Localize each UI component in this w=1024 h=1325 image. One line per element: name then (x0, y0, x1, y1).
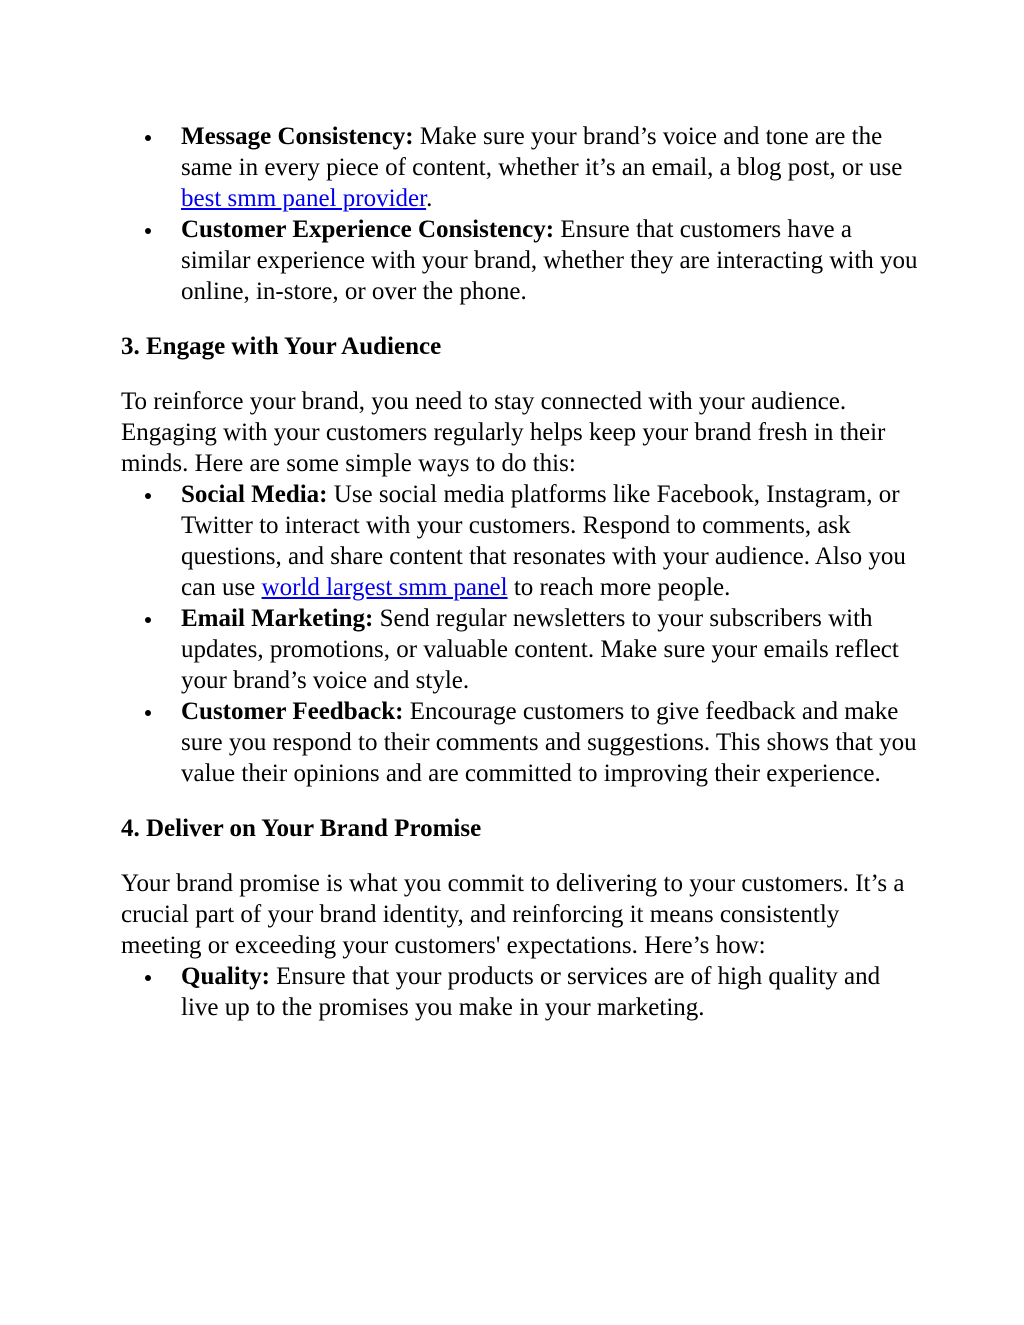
item-title: Email Marketing: (181, 605, 374, 632)
bullet-icon (145, 493, 151, 499)
engagement-list (121, 479, 921, 789)
item-title: Customer Experience Consistency: (181, 216, 555, 243)
brand-promise-list (121, 961, 921, 1023)
document-page (121, 121, 921, 1023)
list-item-message-consistency (121, 121, 921, 214)
item-title: Message Consistency: (181, 123, 414, 150)
bullet-icon (145, 135, 151, 141)
item-title: Social Media: (181, 481, 328, 508)
bullet-icon (145, 228, 151, 234)
section-heading-engage: 3. Engage with Your Audience (121, 333, 442, 360)
link-world-largest-smm-panel[interactable]: world largest smm panel (261, 574, 508, 601)
item-title: Customer Feedback: (181, 698, 404, 725)
item-text-after: . (426, 185, 433, 212)
item-text: Ensure that your products or services are of high quality and live up to the promises you make in your marketing. (181, 963, 881, 1021)
list-item-social-media (121, 479, 921, 603)
item-title: Quality: (181, 963, 270, 990)
section-paragraph-brand-promise: Your brand promise is what you commit to delivering to your customers. It’s a crucial part of your brand identity, and reinforcing it means consistently meeting or exceeding your customers' expectations. Here’s how: (121, 870, 905, 959)
item-text: Use social media platforms like Facebook, Instagram, or Twitter to interact with your customers. Respond to comments, ask questions, and share content that resonates with your audience. Also you can use (181, 481, 906, 601)
consistency-list (121, 121, 921, 307)
item-text: Encourage customers to give feedback and make sure you respond to their comments and suggestions. This shows that you value their opinions and are committed to improving their experience. (181, 698, 917, 787)
section-paragraph-engage: To reinforce your brand, you need to stay connected with your audience. Engaging with your customers regularly helps keep your brand fresh in their minds. Here are some simple ways to do this: (121, 388, 886, 477)
item-text: Ensure that customers have a similar experience with your brand, whether they are interacting with you online, in-store, or over the phone. (181, 216, 918, 305)
section-heading-brand-promise: 4. Deliver on Your Brand Promise (121, 815, 482, 842)
list-item-customer-feedback (121, 696, 921, 789)
list-item-email-marketing (121, 603, 921, 696)
bullet-icon (145, 975, 151, 981)
bullet-icon (145, 710, 151, 716)
item-text: Send regular newsletters to your subscribers with updates, promotions, or valuable content. Make sure your emails reflect your brand’s voice and style. (181, 605, 899, 694)
item-text: Make sure your brand’s voice and tone are the same in every piece of content, whether it’s an email, a blog post, or use (181, 123, 903, 181)
bullet-icon (145, 617, 151, 623)
list-item-quality (121, 961, 921, 1023)
list-item-customer-experience-consistency (121, 214, 921, 307)
link-best-smm-panel-provider[interactable]: best smm panel provider (181, 185, 427, 212)
item-text-after: to reach more people. (507, 574, 731, 601)
